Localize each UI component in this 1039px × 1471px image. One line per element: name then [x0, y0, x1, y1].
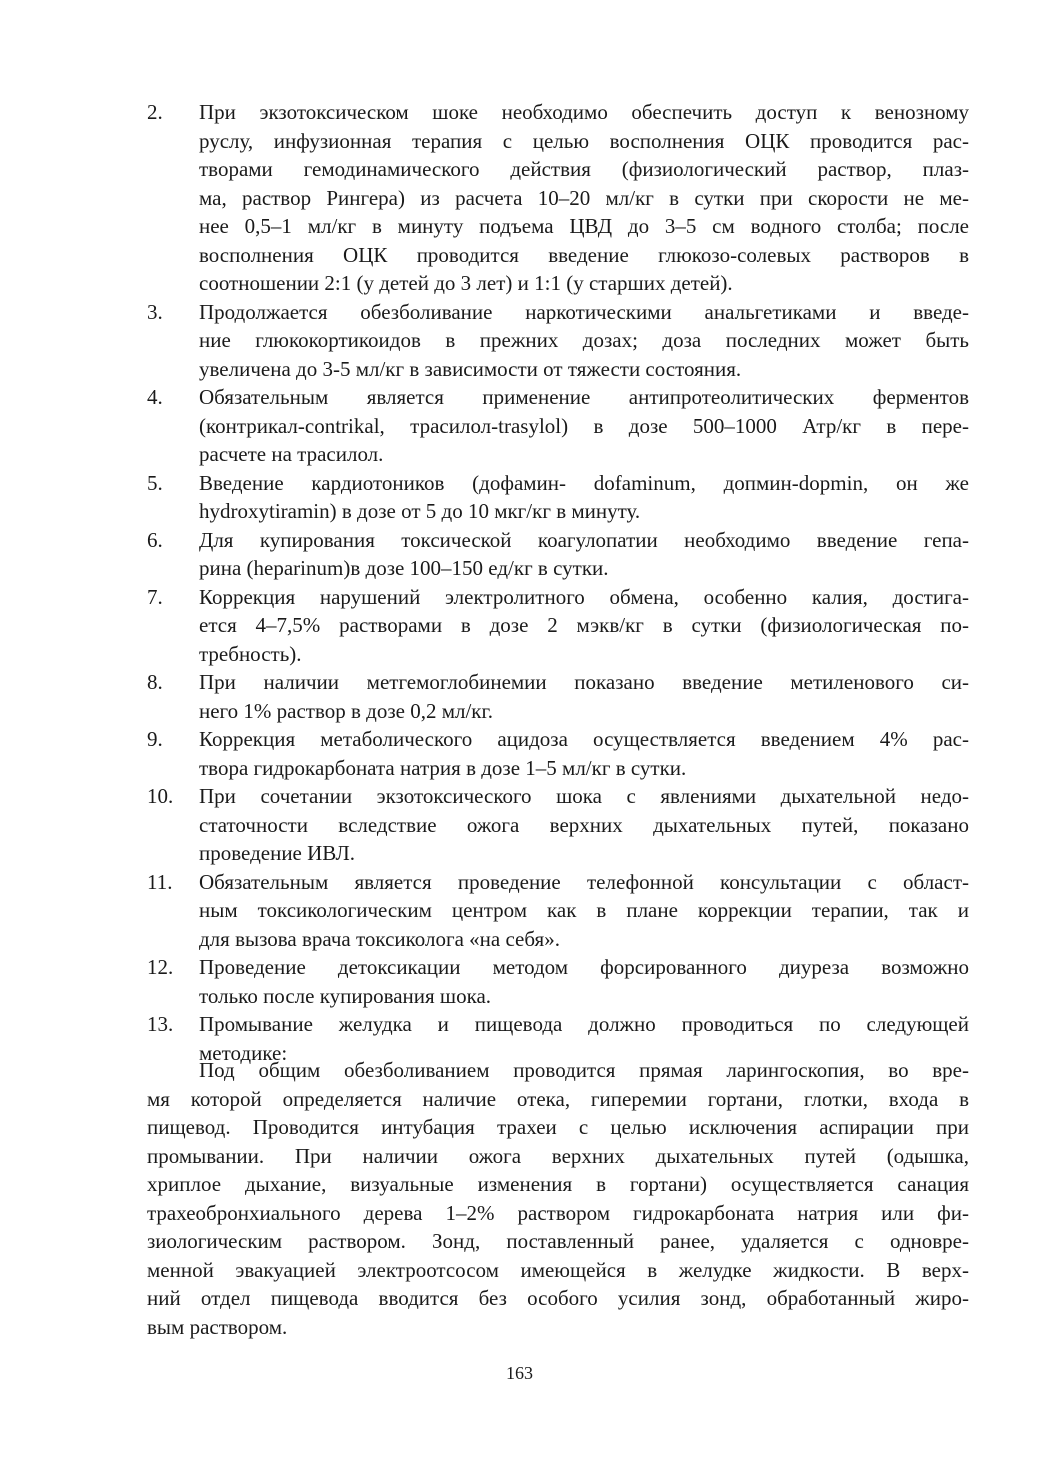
text-line: Обязательным является проведение телефонной консультации с област- [199, 869, 969, 894]
list-item [147, 383, 969, 469]
list-item-text [199, 668, 969, 725]
text-line: Под общим обезболиванием проводится прямая ларингоскопия, во вре- [199, 1058, 969, 1082]
list-item-number: 9. [147, 727, 163, 751]
list-item-number: 4. [147, 385, 163, 409]
text-line: При экзотоксическом шоке необходимо обеспечить доступ к венозному [199, 100, 969, 124]
text-line: него 1% раствор в дозе 0,2 мл/кг. [199, 698, 493, 723]
text-line: только после купирования шока. [199, 983, 492, 1008]
text-line: ние глюкокортикоидов в прежних дозах; доза последних может быть [199, 328, 969, 352]
text-line: (контрикал-contrikal, трасилол-trasylol) в дозе 500–1000 Атр/кг в пере- [199, 413, 969, 438]
list-item-number: 7. [147, 584, 163, 609]
text-line: восполнения ОЦК проводится введение глюкозо-солевых растворов в [199, 242, 969, 267]
text-line: статочности вследствие ожога верхних дыхательных путей, показано [199, 812, 969, 837]
list-item [147, 725, 969, 782]
text-line: расчете на трасилол. [199, 442, 384, 466]
numbered-list [147, 98, 969, 1067]
text-line: для вызова врача токсиколога «на себя». [199, 926, 560, 951]
list-item-text [199, 298, 969, 384]
list-item [147, 583, 969, 669]
page-number: 163 [506, 1363, 533, 1383]
text-line: Промывание желудка и пищевода должно проводиться по следующей [199, 1012, 969, 1036]
list-item-number: 3. [147, 299, 163, 324]
text-line: вым раствором. [147, 1314, 288, 1339]
list-item [147, 868, 969, 954]
text-line: Введение кардиотоников (дофамин- dofaminum, допмин-dopmin, он же [199, 470, 969, 495]
list-item-text [199, 953, 969, 1010]
text-line: пищевод. Проводится интубация трахеи с целью исключения аспирации при [147, 1115, 969, 1139]
text-line: менной эвакуацией электроотсосом имеющейся в желудке жидкости. В верх- [147, 1257, 969, 1282]
body-paragraph [147, 1056, 969, 1341]
text-line: ется 4–7,5% растворами в дозе 2 мэкв/кг в сутки (физиологическая по- [199, 613, 969, 637]
text-line: методике: [199, 1040, 288, 1065]
text-line: требность). [199, 641, 302, 666]
list-item [147, 469, 969, 526]
list-item [147, 98, 969, 298]
text-line: ний отдел пищевода вводится без особого усилия зонд, обработанный жиро- [147, 1286, 969, 1310]
list-item-number: 13. [147, 1012, 174, 1036]
list-item [147, 953, 969, 1010]
text-line: творами гемодинамического действия (физиологический раствор, плаз- [199, 157, 969, 181]
text-line: соотношении 2:1 (у детей до 3 лет) и 1:1 (у старших детей). [199, 271, 733, 295]
list-item-number: 5. [147, 470, 163, 495]
text-line: Коррекция нарушений электролитного обмена, особенно калия, достига- [199, 584, 969, 609]
list-item-text [199, 383, 969, 469]
list-item [147, 298, 969, 384]
text-line: промывании. При наличии ожога верхних дыхательных путей (одышка, [147, 1143, 969, 1168]
text-line: руслу, инфузионная терапия с целью восполнения ОЦК проводится рас- [199, 128, 969, 153]
list-item-number: 12. [147, 955, 174, 979]
list-item-number: 10. [147, 784, 174, 808]
text-line: Продолжается обезболивание наркотическими анальгетиками и введе- [199, 299, 969, 324]
text-line: мя которой определяется наличие отека, гиперемии гортани, глотки, входа в [147, 1086, 969, 1111]
text-line: ма, раствор Рингера) из расчета 10–20 мл/кг в сутки при скорости не ме- [199, 185, 969, 210]
list-item-text [199, 526, 969, 583]
list-item-number: 11. [147, 869, 173, 894]
list-item [147, 668, 969, 725]
text-line: При наличии метгемоглобинемии показано введение метиленового си- [199, 670, 969, 694]
list-item-text [199, 98, 969, 298]
list-item-text [199, 782, 969, 868]
list-item-text [199, 469, 969, 526]
text-line: зиологическим раствором. Зонд, поставленный ранее, удаляется с одновре- [147, 1229, 969, 1253]
list-item-number: 8. [147, 670, 163, 694]
list-item-number: 6. [147, 527, 163, 552]
list-item-number: 2. [147, 100, 163, 124]
text-line: увеличена до 3-5 мл/кг в зависимости от тяжести состояния. [199, 356, 742, 381]
text-line: нее 0,5–1 мл/кг в минуту подъема ЦВД до 3–5 см водного столба; после [199, 214, 969, 238]
list-item-text [199, 725, 969, 782]
text-line: трахеобронхиального дерева 1–2% раствором гидрокарбоната натрия или фи- [147, 1200, 969, 1225]
list-item [147, 526, 969, 583]
list-item [147, 782, 969, 868]
text-line: проведение ИВЛ. [199, 841, 355, 865]
text-line: Проведение детоксикации методом форсированного диуреза возможно [199, 955, 969, 979]
list-item-text [199, 583, 969, 669]
text-line: хриплое дыхание, визуальные изменения в гортани) осуществляется санация [147, 1172, 969, 1196]
text-line: ным токсикологическим центром как в плане коррекции терапии, так и [199, 898, 969, 922]
text-line: рина (heparinum)в дозе 100–150 ед/кг в сутки. [199, 556, 609, 580]
list-item-text [199, 868, 969, 954]
text-line: твора гидрокарбоната натрия в дозе 1–5 мл/кг в сутки. [199, 755, 687, 780]
text-line: Обязательным является применение антипротеолитических ферментов [199, 385, 969, 409]
text-line: Для купирования токсической коагулопатии необходимо введение гепа- [199, 527, 969, 552]
text-line: Коррекция метаболического ацидоза осуществляется введением 4% рас- [199, 727, 969, 751]
text-line: При сочетании экзотоксического шока с явлениями дыхательной недо- [199, 784, 969, 808]
text-line: hydroxytiramin) в дозе от 5 до 10 мкг/кг в минуту. [199, 499, 641, 523]
